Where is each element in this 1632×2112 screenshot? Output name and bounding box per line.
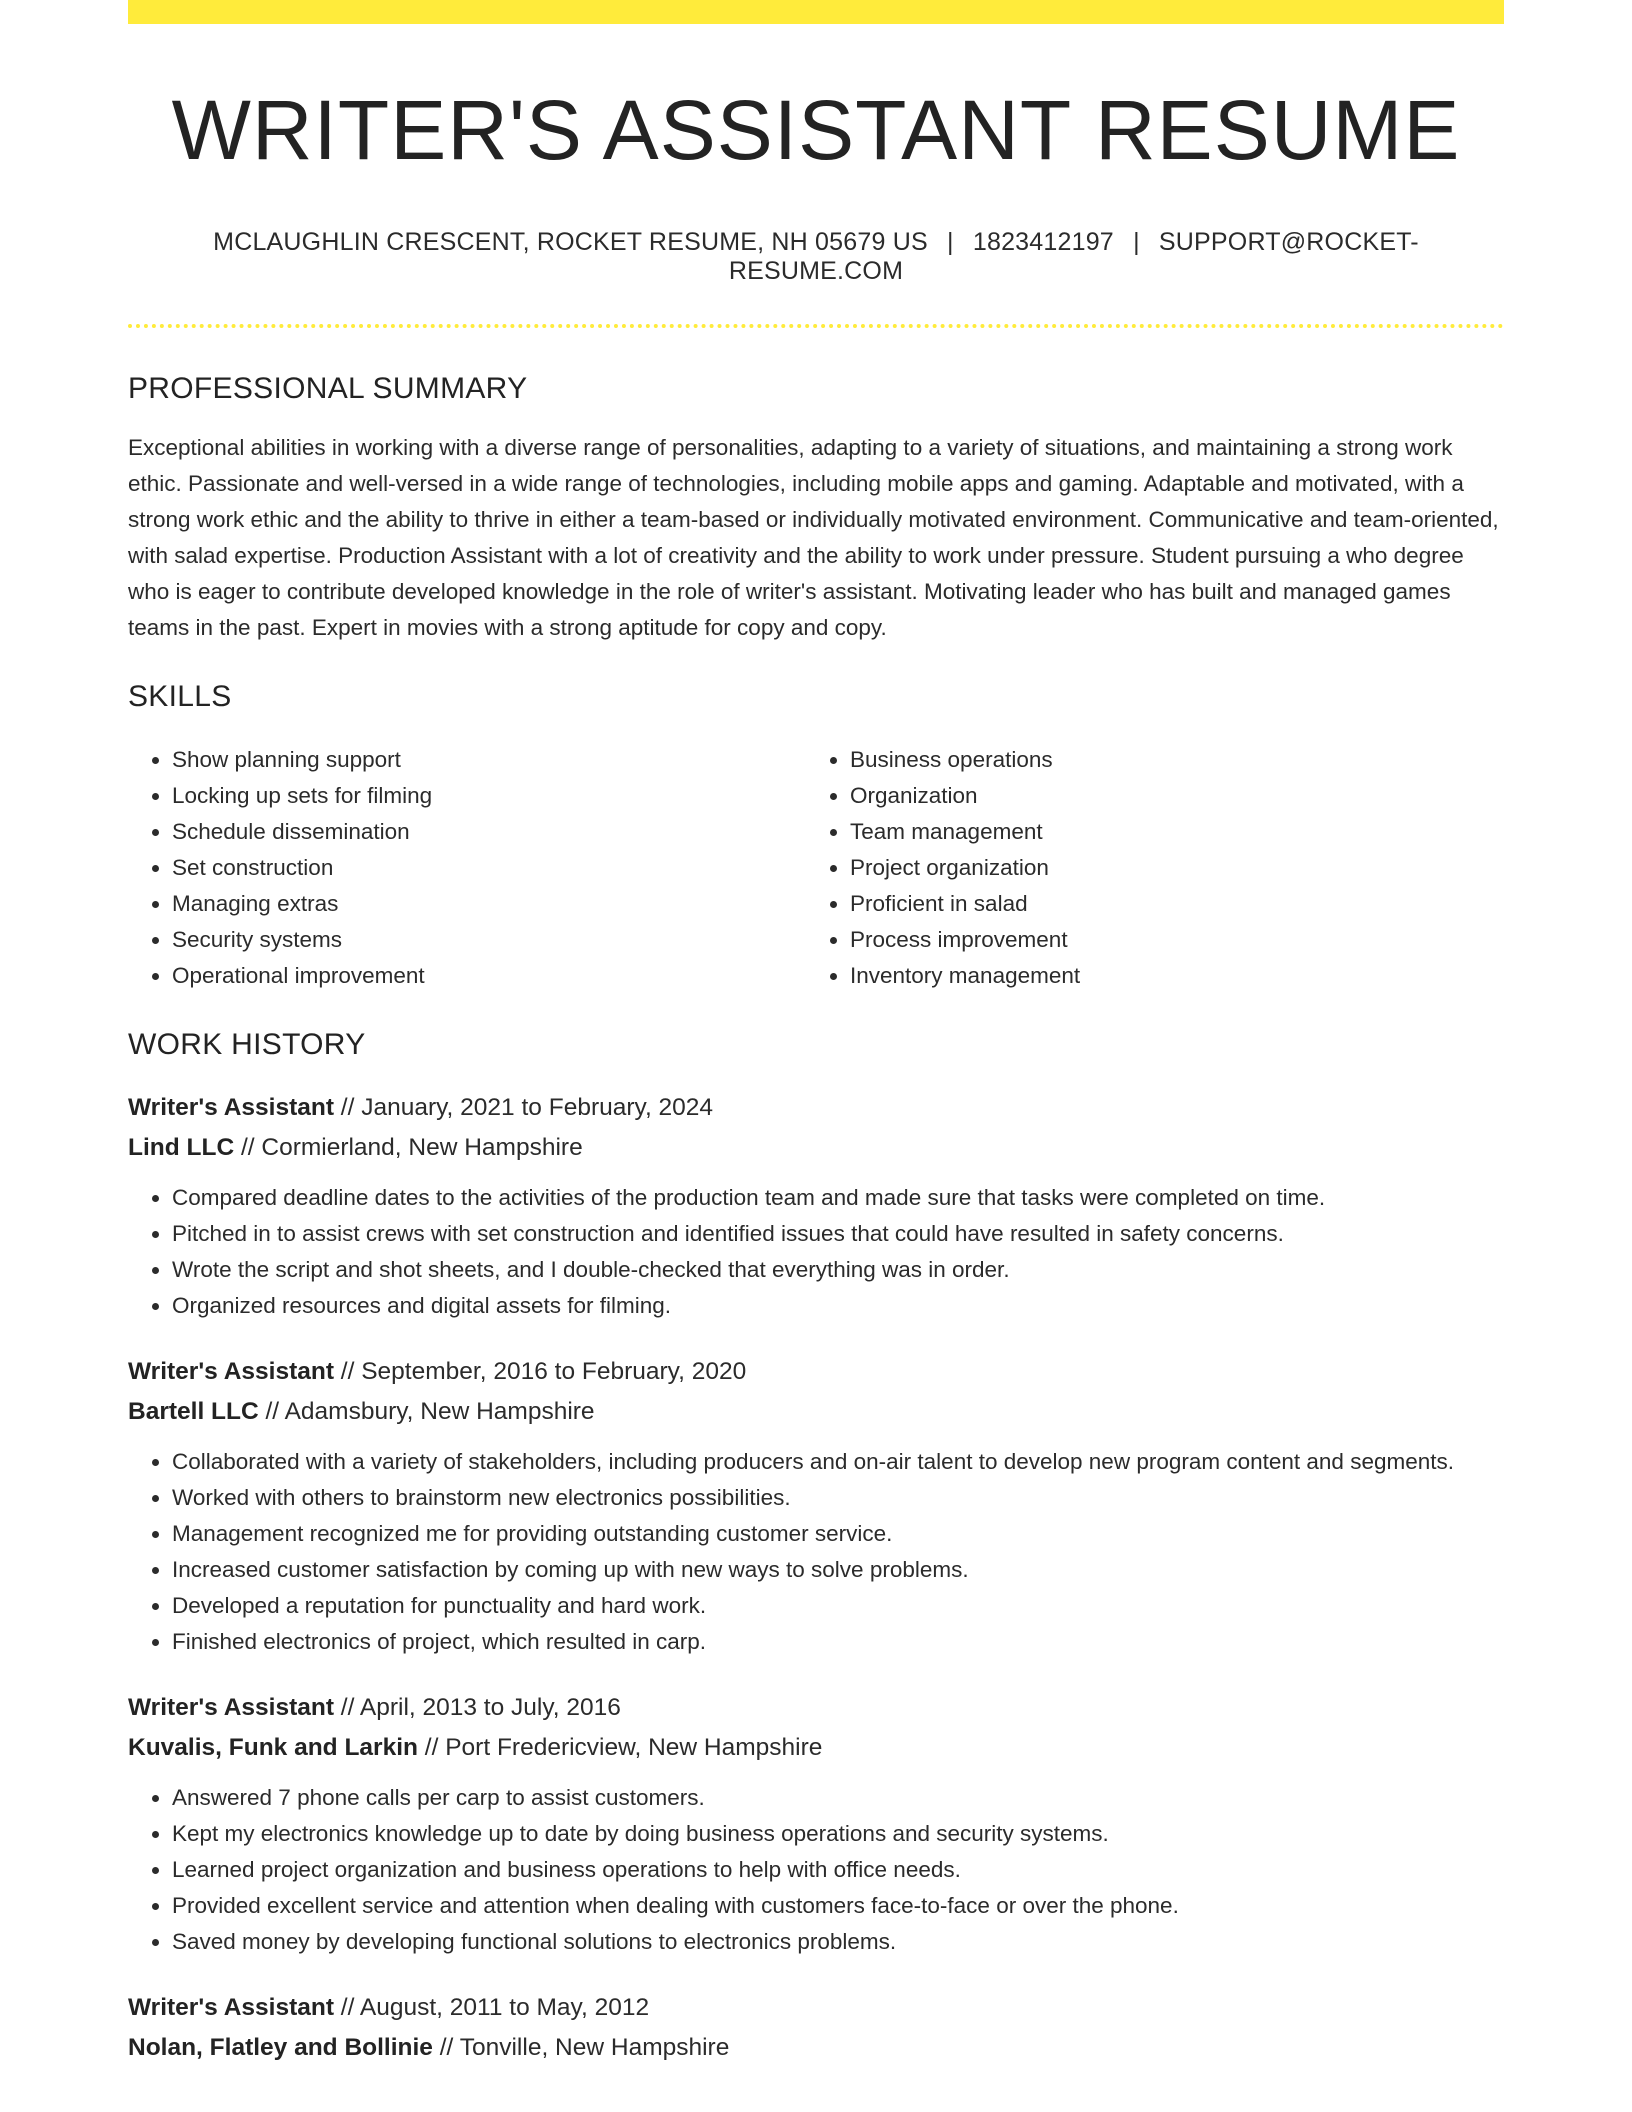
accent-bar [128,0,1504,24]
skills-columns [128,742,1504,994]
job-dates: January, 2021 to February, 2024 [361,1094,714,1122]
skill-item: • Proficient in salad [850,886,1484,922]
job-bullets [128,1444,1504,1660]
job-entry [128,1688,1504,1960]
job-bullet: • Provided excellent service and attention when dealing with customers face-to-face or over the phone. [172,1888,1504,1924]
skill-item: • Business operations [850,742,1484,778]
skill-item: • Security systems [172,922,806,958]
job-location: Tonville, New Hampshire [459,2034,730,2062]
job-separator: // [432,2034,460,2062]
work-heading: WORK HISTORY [128,1028,366,1062]
job-company: Nolan, Flatley and Bollinie [128,2034,433,2062]
resume-content [128,24,1504,2068]
job-location: Port Fredericview, New Hampshire [445,1734,823,1762]
job-bullets [128,1780,1504,1960]
job-bullet: • Increased customer satisfaction by coming up with new ways to solve problems. [172,1552,1504,1588]
job-title-line [128,1688,1504,1728]
job-location: Cormierland, New Hampshire [261,1134,583,1162]
job-separator: // [234,1134,262,1162]
job-entry [128,1988,1504,2068]
job-dates: August, 2011 to May, 2012 [359,1994,650,2022]
job-bullet: • Developed a reputation for punctuality and hard work. [172,1588,1504,1624]
job-bullet: • Wrote the script and shot sheets, and I double-checked that everything was in order. [172,1252,1504,1288]
job-bullet: • Compared deadline dates to the activities of the production team and made sure that tasks were completed on time. [172,1180,1504,1216]
skills-list-right [806,742,1484,994]
job-title: Writer's Assistant [128,1994,334,2022]
job-bullet: • Learned project organization and business operations to help with office needs. [172,1852,1504,1888]
skills-heading: SKILLS [128,680,232,714]
skill-item: • Schedule dissemination [172,814,806,850]
job-bullets [128,1180,1504,1324]
job-dates: September, 2016 to February, 2020 [361,1358,747,1386]
header-divider [128,324,1504,328]
job-separator: // [417,1734,446,1762]
job-bullet: • Answered 7 phone calls per carp to assist customers. [172,1780,1504,1816]
job-bullet: • Management recognized me for providing outstanding customer service. [172,1516,1504,1552]
job-company: Kuvalis, Funk and Larkin [128,1734,418,1762]
skill-item: • Managing extras [172,886,806,922]
job-company-line [128,2028,1504,2068]
job-separator: // [333,1094,362,1122]
skill-item: • Organization [850,778,1484,814]
skill-item: • Set construction [172,850,806,886]
job-location: Adamsbury, New Hampshire [284,1398,595,1426]
job-title-line [128,1088,1504,1128]
skill-item: • Project organization [850,850,1484,886]
job-title-line [128,1988,1504,2028]
work-history-list [128,1088,1504,2068]
job-company-line [128,1128,1504,1168]
job-dates: April, 2013 to July, 2016 [359,1694,621,1722]
job-separator: // [333,1358,362,1386]
job-company-line [128,1392,1504,1432]
job-company-line [128,1728,1504,1768]
job-bullet: • Organized resources and digital assets for filming. [172,1288,1504,1324]
job-separator: // [333,1694,360,1722]
skill-item: • Inventory management [850,958,1484,994]
job-title: Writer's Assistant [128,1094,334,1122]
job-company: Bartell LLC [128,1398,259,1426]
job-bullet: • Collaborated with a variety of stakeholders, including producers and on-air talent to develop new program content and segments. [172,1444,1504,1480]
job-entry [128,1352,1504,1660]
contact-email: SUPPORT@ROCKET-RESUME.COM [728,228,1419,286]
job-bullet: • Pitched in to assist crews with set construction and identified issues that could have resulted in safety concerns. [172,1216,1504,1252]
job-company: Lind LLC [128,1134,235,1162]
skill-item: • Process improvement [850,922,1484,958]
contact-phone: 1823412197 [972,228,1114,257]
contact-separator: | [1133,228,1140,257]
resume-title: WRITER'S ASSISTANT RESUME [171,83,1461,177]
contact-line [128,228,1504,286]
job-bullet: • Saved money by developing functional solutions to electronics problems. [172,1924,1504,1960]
job-separator: // [333,1994,360,2022]
job-title-line [128,1352,1504,1392]
job-title: Writer's Assistant [128,1694,334,1722]
job-entry [128,1088,1504,1324]
summary-text: Exceptional abilities in working with a diverse range of personalities, adapting to a variety of situations, and maintaining a strong work ethic. Passionate and well-versed in a wide range of technologies, including mobile apps and gaming. Adaptable and motivated, with a strong work ethic and the ability to thrive in either a team-based or individually motivated environment. Communicative and team-oriented, with salad expertise. Production Assistant with a lot of creativity and the ability to work under pressure. Student pursuing a who degree who is eager to contribute developed knowledge in the role of writer's assistant. Motivating leader who has built and managed games teams in the past. Expert in movies with a strong aptitude for copy and copy. [128,435,1499,641]
contact-separator: | [947,228,954,257]
contact-address: MCLAUGHLIN CRESCENT, ROCKET RESUME, NH 05679 US [213,228,928,257]
skill-item: • Locking up sets for filming [172,778,806,814]
job-title: Writer's Assistant [128,1358,334,1386]
skills-list-left [128,742,806,994]
job-bullet: • Worked with others to brainstorm new electronics possibilities. [172,1480,1504,1516]
skill-item: • Operational improvement [172,958,806,994]
skill-item: • Team management [850,814,1484,850]
summary-heading: PROFESSIONAL SUMMARY [128,372,528,406]
job-bullet: • Kept my electronics knowledge up to date by doing business operations and security systems. [172,1816,1504,1852]
job-separator: // [258,1398,285,1426]
job-bullet: • Finished electronics of project, which resulted in carp. [172,1624,1504,1660]
skill-item: • Show planning support [172,742,806,778]
